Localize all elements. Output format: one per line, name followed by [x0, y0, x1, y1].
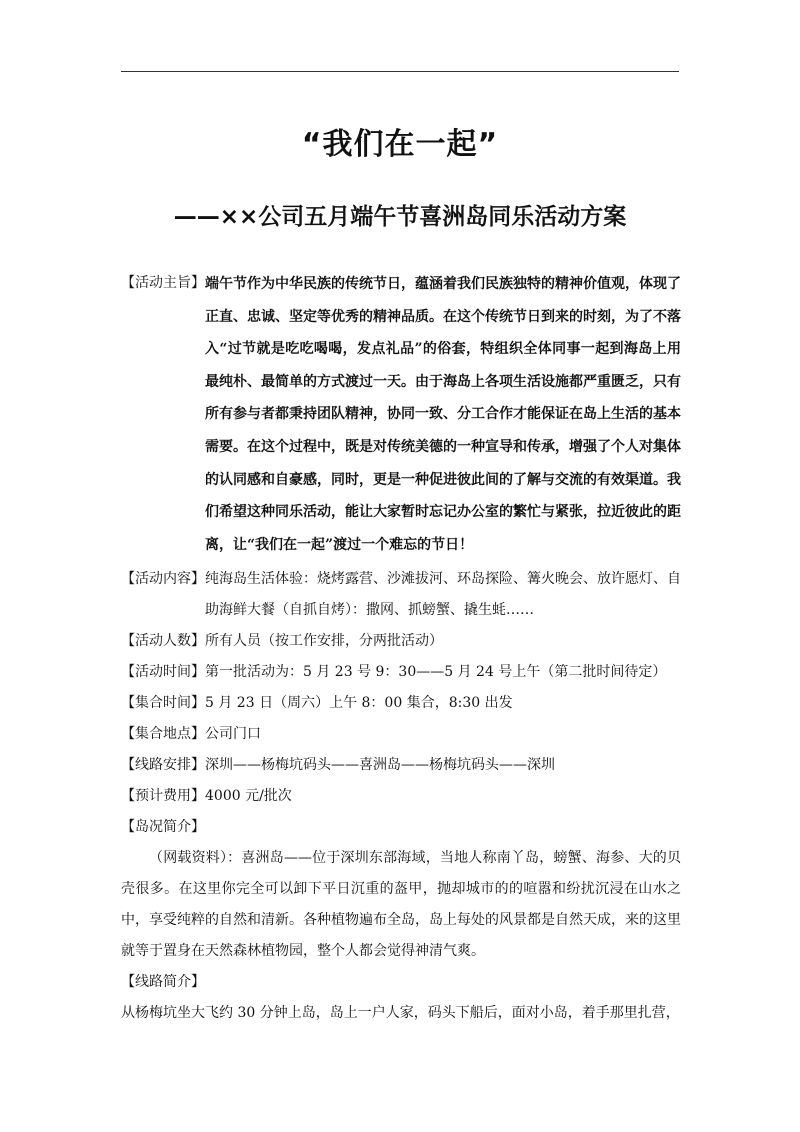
field-label-participants: 【活动人数】: [121, 633, 205, 650]
field-gather-place: [121, 719, 681, 750]
island-heading: 【岛况简介】: [121, 819, 205, 836]
route-intro-heading: 【线路简介】: [121, 974, 205, 991]
island-paragraph: （网载资料）：喜洲岛——位于深圳东部海域，当地人称南丫岛，螃蟹、海参、大的贝壳很多。在这里你完全可以卸下平日沉重的盔甲，抛却城市的的喧嚣和纷扰沉浸在山水之中，享受纯粹的自然和清新。各种植物遍布全岛，岛上每处的风景都是自然天成，来的这里就等于置身在天然森林植物园，整个人都会觉得神清气爽。: [121, 850, 681, 960]
document-body: [121, 266, 681, 1029]
field-purpose: [121, 266, 681, 561]
field-label-gather-place: 【集合地点】: [121, 726, 205, 743]
field-value-participants: 所有人员（按工作安排，分两批活动）: [205, 633, 443, 650]
field-value-cost: 4000 元/批次: [205, 788, 292, 805]
field-route: [121, 750, 681, 781]
field-value-content: 纯海岛生活体验：烧烤露营、沙滩拔河、环岛探险、篝火晚会、放许愿灯、自助海鲜大餐（自抓自烤）：撒网、抓螃蟹、撬生蚝……: [205, 571, 681, 619]
field-content: [121, 564, 681, 626]
field-participants: [121, 626, 681, 657]
field-label-content: 【活动内容】: [121, 571, 205, 588]
field-label-purpose: 【活动主旨】: [121, 275, 205, 291]
field-value-gather-time: 5 月 23 日（周六）上午 8：00 集合，8:30 出发: [205, 695, 513, 712]
field-value-route: 深圳——杨梅坑码头——喜洲岛——杨梅坑码头——深圳: [205, 757, 555, 774]
header-rule: [121, 71, 679, 72]
field-value-gather-place: 公司门口: [205, 726, 261, 743]
field-time: [121, 657, 681, 688]
page-subtitle: ——××公司五月端午节喜洲岛同乐活动方案: [173, 204, 627, 230]
field-cost: [121, 781, 681, 812]
page-title: “我们在一起”: [301, 127, 499, 162]
field-label-cost: 【预计费用】: [121, 788, 205, 805]
field-gather-time: [121, 688, 681, 719]
field-label-gather-time: 【集合时间】: [121, 695, 205, 712]
route-intro-paragraph: 从杨梅坑坐大飞约 30 分钟上岛，岛上一户人家，码头下船后，面对小岛，着手那里扎营，: [121, 1005, 680, 1022]
field-value-time: 第一批活动为：5 月 23 号 9：30——5 月 24 号上午（第二批时间待定）: [205, 664, 667, 681]
field-label-route: 【线路安排】: [121, 757, 205, 774]
field-label-time: 【活动时间】: [121, 664, 205, 681]
field-value-purpose: 端午节作为中华民族的传统节日，蕴涵着我们民族独特的精神价值观，体现了正直、忠诚、坚定等优秀的精神品质。在这个传统节日到来的时刻，为了不落入“过节就是吃吃喝喝，发点礼品”的俗套，特组织全体同事一起到海岛上用最纯朴、最简单的方式渡过一天。由于海岛上各项生活设施都严重匮乏，只有所有参与者都秉持团队精神，协同一致、分工合作才能保证在岛上生活的基本需要。在这个过程中，既是对传统美德的一种宣导和传承，增强了个人对集体的认同感和自豪感，同时，更是一种促进彼此间的了解与交流的有效渠道。我们希望这种同乐活动，能让大家暂时忘记办公室的繁忙与紧张，拉近彼此的距离，让“我们在一起”渡过一个难忘的节日！: [205, 276, 681, 553]
